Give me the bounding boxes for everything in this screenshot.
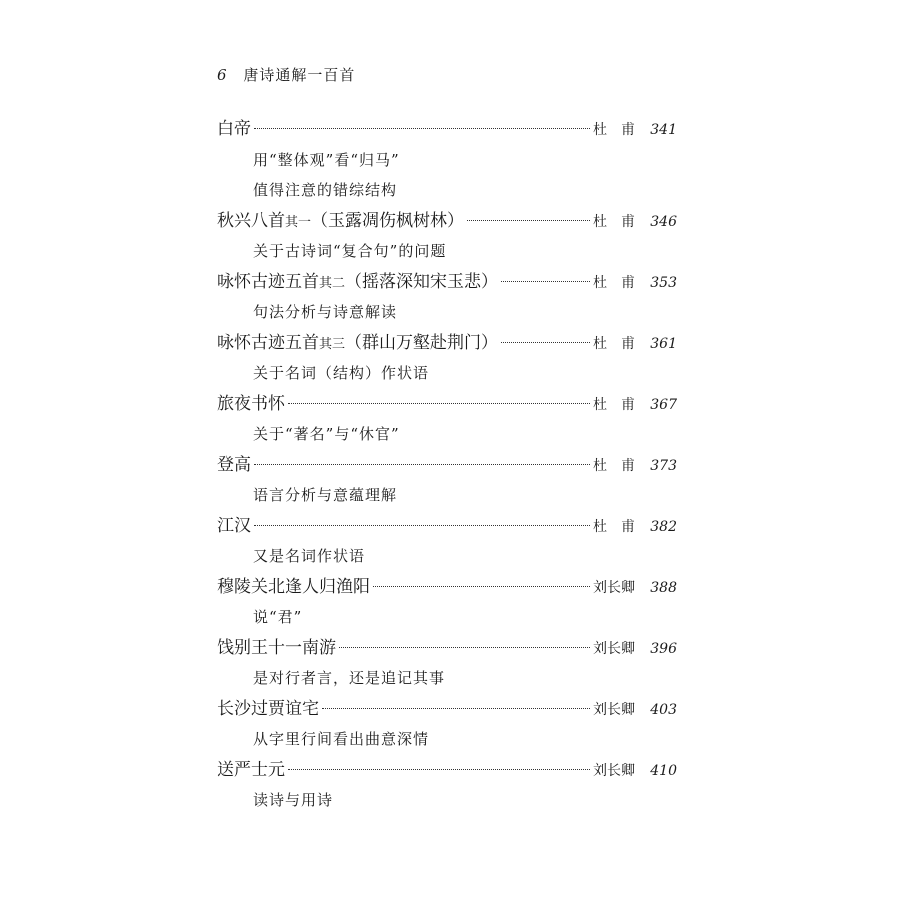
entry-title-suffix: 其三 [319, 336, 346, 352]
toc-entry [217, 450, 677, 481]
entry-page-number: 410 [650, 762, 677, 779]
entry-title-first-line: （摇落深知宋玉悲） [345, 271, 499, 292]
entry-title-main: 旅夜书怀 [217, 393, 285, 414]
entry-subtopic: 是对行者言，还是追记其事 [253, 669, 446, 687]
entry-author: 杜 甫 [593, 457, 635, 474]
entry-page-number: 403 [650, 701, 677, 718]
entry-title [217, 511, 251, 542]
toc-entry [217, 267, 677, 298]
entry-title [217, 328, 498, 361]
toc-entry [217, 206, 677, 237]
entry-title-main: 秋兴八首 [217, 210, 285, 231]
page-number: 6 [217, 66, 228, 84]
entry-subtopic: 又是名词作状语 [253, 547, 366, 565]
entry-author: 刘长卿 [593, 701, 635, 718]
dot-leader [254, 464, 590, 465]
toc-entry [217, 328, 677, 359]
entry-title [217, 267, 498, 300]
entry-subtopic: 值得注意的错综结构 [253, 181, 398, 199]
entry-title-main: 长沙过贾谊宅 [217, 698, 319, 719]
entry-title-main: 咏怀古迹五首 [217, 332, 319, 353]
toc-entry [217, 114, 677, 145]
dot-leader [254, 525, 590, 526]
toc-entry [217, 694, 677, 725]
entry-title-suffix: 其一 [285, 214, 312, 230]
entry-page-number: 361 [650, 335, 677, 352]
entry-page-number: 341 [650, 122, 677, 138]
entry-author: 杜 甫 [593, 274, 635, 291]
entry-title-main: 登高 [217, 454, 251, 475]
entry-title [217, 114, 251, 145]
dot-leader [254, 128, 590, 129]
dot-leader [288, 403, 590, 404]
dot-leader [501, 342, 590, 343]
entry-author: 杜 甫 [593, 335, 635, 352]
entry-title [217, 206, 464, 239]
book-title: 唐诗通解一百首 [243, 66, 356, 84]
entry-title-first-line: （玉露凋伤枫树林） [311, 210, 465, 231]
toc-entry [217, 511, 677, 542]
entry-title [217, 572, 370, 603]
entry-title [217, 755, 285, 786]
table-of-contents [217, 114, 677, 816]
entry-subtopic: 句法分析与诗意解读 [253, 303, 398, 321]
dot-leader [322, 708, 590, 709]
entry-title-main: 穆陵关北逢人归渔阳 [217, 576, 370, 597]
entry-page-number: 396 [650, 640, 677, 657]
entry-title [217, 450, 251, 481]
entry-subtopic: 说“君” [253, 608, 303, 626]
dot-leader [373, 586, 590, 587]
entry-page-number: 346 [650, 213, 677, 230]
toc-entry [217, 755, 677, 786]
entry-title [217, 633, 336, 664]
entry-subtopic: 关于“著名”与“休官” [253, 425, 400, 443]
entry-title-suffix: 其二 [319, 275, 346, 291]
entry-subtopic: 语言分析与意蕴理解 [253, 486, 398, 504]
dot-leader [288, 769, 590, 770]
entry-author: 杜 甫 [593, 122, 635, 138]
entry-author: 刘长卿 [593, 640, 635, 657]
toc-entry [217, 572, 677, 603]
entry-page-number: 367 [650, 396, 677, 413]
entry-author: 杜 甫 [593, 213, 635, 230]
entry-subtopic: 关于古诗词“复合句”的问题 [253, 242, 447, 260]
entry-title-main: 白帝 [217, 119, 251, 139]
entry-title-main: 饯别王十一南游 [217, 637, 336, 658]
entry-title [217, 694, 319, 725]
entry-page-number: 353 [650, 274, 677, 291]
running-head [217, 64, 355, 85]
entry-author: 刘长卿 [593, 762, 635, 779]
entry-subtopic: 从字里行间看出曲意深情 [253, 730, 430, 748]
entry-title-first-line: （群山万壑赴荆门） [345, 332, 499, 353]
entry-title-main: 咏怀古迹五首 [217, 271, 319, 292]
entry-author: 杜 甫 [593, 396, 635, 413]
entry-title [217, 389, 285, 420]
entry-title-main: 送严士元 [217, 759, 285, 780]
entry-subtopic: 关于名词（结构）作状语 [253, 364, 430, 382]
entry-page-number: 373 [650, 457, 677, 474]
entry-title-main: 江汉 [217, 515, 251, 536]
dot-leader [467, 220, 590, 221]
entry-page-number: 382 [650, 518, 677, 535]
toc-entry [217, 389, 677, 420]
entry-subtopic: 用“整体观”看“归马” [253, 150, 400, 169]
entry-subtopic: 读诗与用诗 [253, 791, 334, 809]
toc-entry [217, 633, 677, 664]
dot-leader [339, 647, 590, 648]
entry-author: 杜 甫 [593, 518, 635, 535]
entry-author: 刘长卿 [593, 579, 635, 596]
dot-leader [501, 281, 590, 282]
entry-page-number: 388 [650, 579, 677, 596]
